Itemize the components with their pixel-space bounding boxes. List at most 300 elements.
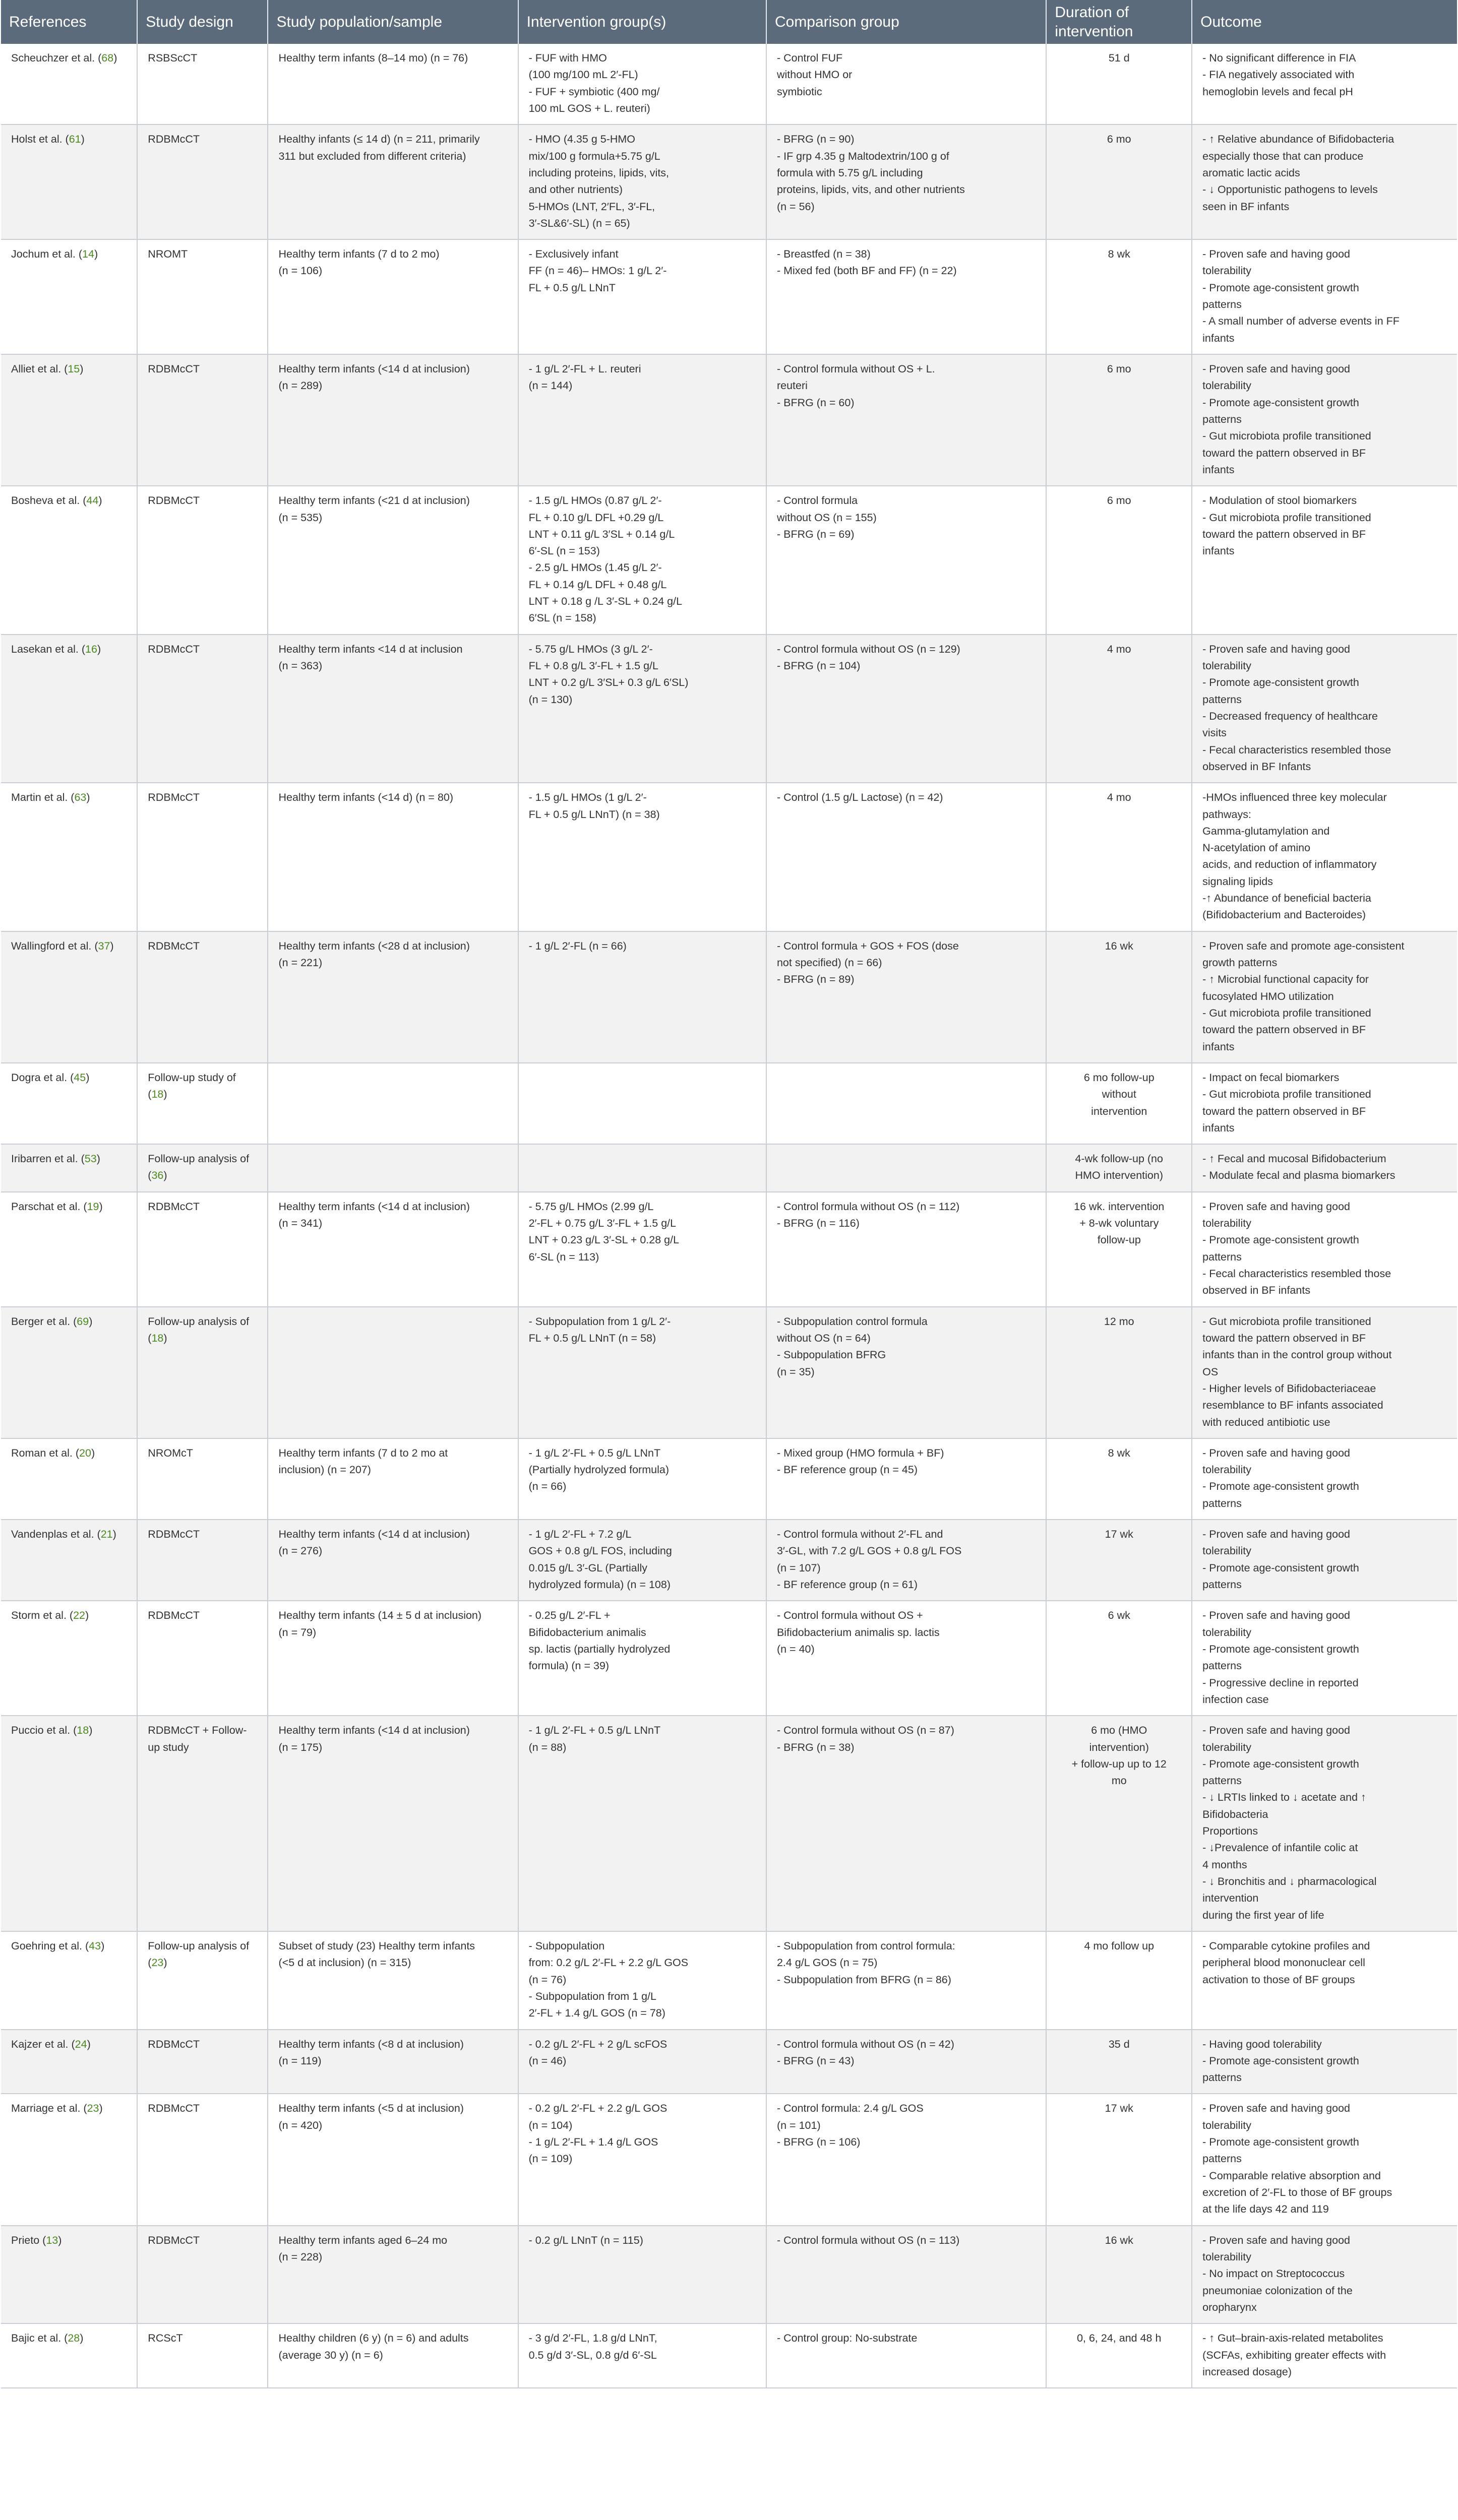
design-text: Follow-up analysis of xyxy=(148,1315,250,1328)
cell-study-design xyxy=(137,783,268,931)
cell-line: (n = 144) xyxy=(528,380,573,392)
cell-line: 6 mo xyxy=(1107,363,1131,375)
column-header: References xyxy=(1,0,137,44)
cell-line: - Control formula without OS (n = 112) xyxy=(776,1200,960,1213)
reference-link[interactable]: 18 xyxy=(77,1724,89,1737)
reference-link[interactable]: 24 xyxy=(75,2038,87,2050)
cell-line: - No impact on Streptococcus xyxy=(1202,2267,1345,2280)
cell-study-design xyxy=(137,931,268,1063)
cell-intervention xyxy=(518,1144,766,1192)
cell-line: (n = 341) xyxy=(278,1217,323,1230)
cell-line: 6′-SL (n = 113) xyxy=(528,1250,599,1263)
cell-line: + follow-up up to 12 xyxy=(1071,1757,1167,1770)
cell-reference: Parschat et al. (19) xyxy=(1,1192,137,1307)
column-header: Intervention group(s) xyxy=(518,0,766,44)
cell-line: peripheral blood mononuclear cell xyxy=(1202,1957,1365,1969)
cell-line: - Promote age-consistent growth xyxy=(1202,2136,1359,2149)
cell-outcome xyxy=(1192,124,1457,239)
cell-line: - Subpopulation control formula xyxy=(776,1315,928,1328)
cell-line: (n = 79) xyxy=(278,1626,317,1639)
cell-study-design xyxy=(137,2226,268,2324)
column-header: Study population/sample xyxy=(268,0,518,44)
cell-line: - Modulate fecal and plasma biomarkers xyxy=(1202,1169,1395,1182)
cell-line: LNT + 0.2 g/L 3′SL+ 0.3 g/L 6′SL) xyxy=(528,676,689,689)
design-reference-link[interactable]: 18 xyxy=(151,1332,164,1344)
cell-line: - 1 g/L 2′-FL + 0.5 g/L LNnT xyxy=(528,1724,661,1737)
cell-reference: Lasekan et al. (16) xyxy=(1,635,137,783)
cell-line: 12 mo xyxy=(1104,1315,1134,1328)
design-reference-link[interactable]: 18 xyxy=(151,1088,164,1101)
cell-population xyxy=(268,1520,518,1601)
table-row xyxy=(1,2226,1457,2324)
table-row xyxy=(1,1931,1457,2030)
cell-line: 311 but excluded from different criteria) xyxy=(278,150,466,162)
cell-line: FL + 0.10 g/L DFL +0.29 g/L xyxy=(528,511,664,524)
cell-line: hydrolyzed formula) (n = 108) xyxy=(528,1579,671,1591)
cell-outcome xyxy=(1192,1716,1457,1931)
cell-line: aromatic lactic acids xyxy=(1202,166,1300,179)
cell-population xyxy=(268,931,518,1063)
cell-line: FF (n = 46)– HMOs: 1 g/L 2′- xyxy=(528,265,667,277)
cell-line: - Mixed group (HMO formula + BF) xyxy=(776,1446,944,1459)
cell-line: - 1 g/L 2′-FL + L. reuteri xyxy=(528,363,641,375)
table-row xyxy=(1,2323,1457,2388)
design-reference-link[interactable]: 36 xyxy=(151,1169,164,1182)
cell-line: (n = 535) xyxy=(278,511,323,524)
cell-line: (n = 101) xyxy=(776,2119,821,2131)
cell-line: acids, and reduction of inflammatory xyxy=(1202,858,1377,871)
cell-line: (n = 88) xyxy=(528,1741,567,1753)
cell-line: - BFRG (n = 106) xyxy=(776,2136,861,2149)
cell-line: (n = 104) xyxy=(528,2119,573,2131)
cell-intervention xyxy=(518,239,766,354)
cell-line: - Subpopulation xyxy=(528,1939,605,1952)
cell-line: - 3 g/d 2′-FL, 1.8 g/d LNnT, xyxy=(528,2332,657,2345)
cell-line: signaling lipids xyxy=(1202,875,1273,888)
cell-line: (n = 221) xyxy=(278,957,323,969)
cell-reference: Scheuchzer et al. (68) xyxy=(1,44,137,124)
cell-line: - Gut microbiota profile transitioned xyxy=(1202,1088,1371,1101)
cell-line: - Control FUF xyxy=(776,52,843,64)
cell-line: mix/100 g formula+5.75 g/L xyxy=(528,150,660,162)
cell-line: with reduced antibiotic use xyxy=(1202,1416,1330,1428)
cell-line: 4 mo follow up xyxy=(1084,1939,1155,1952)
reference-link[interactable]: 19 xyxy=(87,1200,99,1213)
cell-line: RDBMcCT xyxy=(148,2102,200,2115)
cell-reference: Bajic et al. (28) xyxy=(1,2323,137,2388)
cell-line: RSBScCT xyxy=(148,52,198,64)
cell-line: seen in BF infants xyxy=(1202,200,1290,213)
cell-line: toward the pattern observed in BF xyxy=(1202,1332,1366,1344)
cell-line: - Promote age-consistent growth xyxy=(1202,676,1359,689)
cell-line: Healthy term infants aged 6–24 mo xyxy=(278,2234,448,2246)
reference-link[interactable]: 22 xyxy=(73,1609,85,1622)
cell-line: including proteins, lipids, vits, xyxy=(528,166,670,179)
cell-line: Bifidobacterium animalis sp. lactis xyxy=(776,1626,940,1639)
cell-reference: Berger et al. (69) xyxy=(1,1307,137,1438)
cell-population xyxy=(268,783,518,931)
cell-line: Healthy term infants <14 d at inclusion xyxy=(278,643,463,655)
cell-line: resemblance to BF infants associated xyxy=(1202,1399,1383,1412)
cell-population xyxy=(268,1192,518,1307)
cell-line: RDBMcCT xyxy=(148,363,200,375)
cell-line: - Proven safe and having good xyxy=(1202,363,1350,375)
cell-reference: Holst et al. (61) xyxy=(1,124,137,239)
cell-study-design xyxy=(137,1601,268,1716)
cell-line: (n = 35) xyxy=(776,1365,815,1378)
cell-line: tolerability xyxy=(1202,1217,1251,1230)
cell-line: especially those that can produce xyxy=(1202,150,1364,162)
cell-line: RDBMcCT xyxy=(148,1200,200,1213)
reference-link[interactable]: 21 xyxy=(100,1528,113,1541)
reference-author: Puccio et al. xyxy=(11,1724,71,1737)
reference-author: Wallingford et al. xyxy=(11,939,92,952)
cell-duration xyxy=(1046,1063,1192,1144)
cell-line: GOS + 0.8 g/L FOS, including xyxy=(528,1545,672,1557)
cell-line: visits xyxy=(1202,727,1227,739)
cell-line: HMO intervention) xyxy=(1075,1169,1163,1182)
cell-line: LNT + 0.23 g/L 3′-SL + 0.28 g/L xyxy=(528,1234,680,1246)
cell-line: (n = 228) xyxy=(278,2250,323,2263)
cell-line: -HMOs influenced three key molecular xyxy=(1202,791,1387,804)
design-reference-link[interactable]: 23 xyxy=(151,1957,164,1969)
cell-line: 0.5 g/d 3′-SL, 0.8 g/d 6′-SL xyxy=(528,2349,657,2361)
cell-duration xyxy=(1046,1520,1192,1601)
cell-line: 8 wk xyxy=(1108,248,1130,261)
cell-line: pneumoniae colonization of the xyxy=(1202,2284,1353,2297)
cell-line: (n = 276) xyxy=(278,1545,323,1557)
cell-line: - Promote age-consistent growth xyxy=(1202,396,1359,409)
cell-reference: Vandenplas et al. (21) xyxy=(1,1520,137,1601)
cell-line: (n = 289) xyxy=(278,380,323,392)
cell-line: - FUF with HMO xyxy=(528,52,607,64)
cell-line: LNT + 0.18 g /L 3′-SL + 0.24 g/L xyxy=(528,595,683,608)
table-header-row xyxy=(1,0,1457,44)
cell-line: 17 wk xyxy=(1105,2102,1133,2115)
reference-link[interactable]: 68 xyxy=(101,52,114,64)
cell-comparison xyxy=(766,486,1046,635)
cell-study-design: Follow-up study of (18) xyxy=(137,1063,268,1144)
cell-outcome xyxy=(1192,1192,1457,1307)
cell-intervention xyxy=(518,354,766,486)
cell-line: - 1 g/L 2′-FL + 1.4 g/L GOS xyxy=(528,2136,658,2149)
cell-study-design xyxy=(137,1192,268,1307)
cell-line: 2.4 g/L GOS (n = 75) xyxy=(776,1957,878,1969)
reference-link[interactable]: 23 xyxy=(87,2102,99,2115)
cell-line: - ↓Prevalence of infantile colic at xyxy=(1202,1842,1358,1854)
cell-line: - ↑ Gut–brain-axis-related metabolites xyxy=(1202,2332,1383,2345)
table-row xyxy=(1,239,1457,354)
cell-population xyxy=(268,2226,518,2324)
studies-table xyxy=(1,0,1457,2388)
cell-line: - Promote age-consistent growth xyxy=(1202,2054,1359,2067)
table-row xyxy=(1,44,1457,124)
cell-outcome xyxy=(1192,1438,1457,1520)
cell-line: 4 mo xyxy=(1107,791,1131,804)
cell-outcome xyxy=(1192,44,1457,124)
cell-comparison xyxy=(766,239,1046,354)
cell-outcome xyxy=(1192,354,1457,486)
cell-comparison xyxy=(766,1144,1046,1192)
cell-line: 5-HMOs (LNT, 2′FL, 3′-FL, xyxy=(528,200,655,213)
cell-outcome xyxy=(1192,2226,1457,2324)
cell-outcome xyxy=(1192,2030,1457,2094)
cell-duration xyxy=(1046,44,1192,124)
cell-line: 4 months xyxy=(1202,1858,1247,1871)
reference-author: Scheuchzer et al. xyxy=(11,52,95,64)
cell-line: infants xyxy=(1202,1040,1235,1053)
cell-line: - Proven safe and having good xyxy=(1202,2234,1350,2246)
cell-intervention xyxy=(518,1716,766,1931)
reference-author: Berger et al. xyxy=(11,1315,71,1328)
reference-link[interactable]: 16 xyxy=(85,643,97,655)
cell-line: - Gut microbiota profile transitioned xyxy=(1202,430,1371,443)
cell-reference: Puccio et al. (18) xyxy=(1,1716,137,1931)
cell-population xyxy=(268,1438,518,1520)
cell-intervention xyxy=(518,486,766,635)
cell-comparison xyxy=(766,1520,1046,1601)
cell-line: 17 wk xyxy=(1105,1528,1133,1541)
cell-reference: Wallingford et al. (37) xyxy=(1,931,137,1063)
cell-line: - Promote age-consistent growth xyxy=(1202,1643,1359,1655)
cell-line: - Gut microbiota profile transitioned xyxy=(1202,511,1371,524)
cell-intervention xyxy=(518,783,766,931)
cell-study-design xyxy=(137,2094,268,2225)
cell-duration xyxy=(1046,1931,1192,2030)
cell-line: - Control (1.5 g/L Lactose) (n = 42) xyxy=(776,791,943,804)
cell-line: - Control formula without OS + xyxy=(776,1609,923,1622)
cell-line: FL + 0.14 g/L DFL + 0.48 g/L xyxy=(528,578,667,591)
cell-population xyxy=(268,1063,518,1144)
cell-line: without HMO or xyxy=(776,69,853,81)
cell-line: patterns xyxy=(1202,298,1242,311)
cell-line: - Proven safe and having good xyxy=(1202,248,1350,261)
cell-line: RDBMcCT + Follow- xyxy=(148,1724,247,1737)
cell-line: (n = 107) xyxy=(776,1561,821,1574)
cell-line: Gamma-glutamylation and xyxy=(1202,825,1330,837)
reference-author: Marriage et al. xyxy=(11,2102,81,2115)
reference-link[interactable]: 61 xyxy=(69,133,81,146)
cell-duration xyxy=(1046,2323,1192,2388)
cell-duration xyxy=(1046,931,1192,1063)
reference-link[interactable]: 43 xyxy=(89,1939,101,1952)
cell-line: from: 0.2 g/L 2′-FL + 2.2 g/L GOS xyxy=(528,1957,689,1969)
table-row xyxy=(1,1520,1457,1601)
reference-link[interactable]: 28 xyxy=(68,2332,80,2345)
cell-line: - HMO (4.35 g 5-HMO xyxy=(528,133,636,146)
cell-line: NROMcT xyxy=(148,1446,193,1459)
reference-link[interactable]: 20 xyxy=(79,1446,91,1459)
cell-intervention xyxy=(518,44,766,124)
reference-link[interactable]: 37 xyxy=(98,939,110,952)
cell-line: RDBMcCT xyxy=(148,1528,200,1541)
cell-line: - A small number of adverse events in FF xyxy=(1202,315,1400,328)
cell-line: RDBMcCT xyxy=(148,643,200,655)
cell-line: tolerability xyxy=(1202,660,1251,672)
cell-outcome xyxy=(1192,783,1457,931)
cell-line: (n = 420) xyxy=(278,2119,323,2131)
cell-reference: Martin et al. (63) xyxy=(1,783,137,931)
cell-line: - Proven safe and having good xyxy=(1202,1528,1350,1541)
cell-comparison xyxy=(766,124,1046,239)
cell-line: tolerability xyxy=(1202,2250,1251,2263)
cell-comparison xyxy=(766,354,1046,486)
cell-line: - Control formula + GOS + FOS (dose xyxy=(776,939,959,952)
cell-line: (average 30 y) (n = 6) xyxy=(278,2349,383,2361)
cell-line: - Subpopulation BFRG xyxy=(776,1349,886,1361)
cell-duration xyxy=(1046,1144,1192,1192)
cell-comparison xyxy=(766,2030,1046,2094)
cell-study-design: Follow-up analysis of (36) xyxy=(137,1144,268,1192)
cell-line: patterns xyxy=(1202,1250,1242,1263)
cell-line: -↑ Abundance of beneficial bacteria xyxy=(1202,892,1371,905)
cell-population xyxy=(268,239,518,354)
cell-line: tolerability xyxy=(1202,265,1251,277)
cell-intervention xyxy=(518,1601,766,1716)
reference-link[interactable]: 15 xyxy=(68,363,80,375)
cell-line: 6 mo follow-up xyxy=(1083,1071,1155,1084)
cell-line: - BFRG (n = 69) xyxy=(776,528,855,540)
cell-line: - Higher levels of Bifidobacteriaceae xyxy=(1202,1382,1376,1395)
design-text: Follow-up study of xyxy=(148,1071,236,1084)
cell-intervention xyxy=(518,2094,766,2225)
reference-link[interactable]: 44 xyxy=(86,494,99,507)
cell-comparison xyxy=(766,1063,1046,1144)
cell-line: observed in BF Infants xyxy=(1202,760,1311,773)
cell-line: activation to those of BF groups xyxy=(1202,1973,1355,1986)
reference-author: Iribarren et al. xyxy=(11,1153,78,1165)
reference-author: Martin et al. xyxy=(11,791,68,804)
reference-link[interactable]: 14 xyxy=(82,248,94,261)
cell-intervention xyxy=(518,1520,766,1601)
cell-outcome xyxy=(1192,635,1457,783)
cell-line: tolerability xyxy=(1202,1626,1251,1639)
cell-line: LNT + 0.11 g/L 3′SL + 0.14 g/L xyxy=(528,528,675,540)
cell-line: Healthy children (6 y) (n = 6) and adults xyxy=(278,2332,469,2345)
cell-population xyxy=(268,354,518,486)
cell-population xyxy=(268,2323,518,2388)
cell-line: Bifidobacterium animalis xyxy=(528,1626,646,1639)
cell-comparison xyxy=(766,931,1046,1063)
cell-population xyxy=(268,1601,518,1716)
cell-line: FL + 0.8 g/L 3′-FL + 1.5 g/L xyxy=(528,660,658,672)
cell-duration xyxy=(1046,783,1192,931)
cell-comparison xyxy=(766,2226,1046,2324)
cell-line: tolerability xyxy=(1202,1464,1251,1476)
reference-link[interactable]: 69 xyxy=(77,1315,89,1328)
cell-line: - 0.25 g/L 2′-FL + xyxy=(528,1609,611,1622)
cell-duration xyxy=(1046,1438,1192,1520)
cell-line: fucosylated HMO utilization xyxy=(1202,990,1334,1002)
table-body xyxy=(1,44,1457,2388)
cell-reference: Storm et al. (22) xyxy=(1,1601,137,1716)
cell-line: 16 wk xyxy=(1105,2234,1133,2246)
cell-line: - BFRG (n = 38) xyxy=(776,1741,855,1753)
cell-line: - ↑ Relative abundance of Bifidobacteria xyxy=(1202,133,1394,146)
reference-link[interactable]: 45 xyxy=(74,1071,86,1084)
cell-line: 6 mo (HMO xyxy=(1091,1724,1147,1737)
reference-author: Bosheva et al. xyxy=(11,494,80,507)
cell-study-design xyxy=(137,2323,268,2388)
reference-link[interactable]: 63 xyxy=(74,791,87,804)
cell-reference: Jochum et al. (14) xyxy=(1,239,137,354)
cell-line: - 1.5 g/L HMOs (1 g/L 2′- xyxy=(528,791,647,804)
cell-line: (n = 106) xyxy=(278,265,323,277)
cell-line: - Promote age-consistent growth xyxy=(1202,281,1359,294)
cell-line: Bifidobacteria xyxy=(1202,1808,1268,1820)
cell-line: - Subpopulation from 1 g/L 2′- xyxy=(528,1315,671,1328)
cell-line: - Fecal characteristics resembled those xyxy=(1202,1268,1391,1280)
cell-line: patterns xyxy=(1202,2071,1242,2084)
cell-line: 16 wk. intervention xyxy=(1074,1200,1165,1213)
cell-line: tolerability xyxy=(1202,380,1251,392)
cell-outcome xyxy=(1192,1063,1457,1144)
cell-line: FL + 0.5 g/L LNnT xyxy=(528,281,616,294)
table-row xyxy=(1,1144,1457,1192)
cell-line: (100 mg/100 mL 2′-FL) xyxy=(528,69,638,81)
cell-line: pathways: xyxy=(1202,808,1251,821)
cell-line: - Control formula without OS (n = 87) xyxy=(776,1724,954,1737)
cell-line: - 1 g/L 2′-FL + 0.5 g/L LNnT xyxy=(528,1446,661,1459)
cell-line: Healthy term infants (<21 d at inclusion) xyxy=(278,494,470,507)
cell-reference: Iribarren et al. (53) xyxy=(1,1144,137,1192)
cell-line: 0.015 g/L 3′-GL (Partially xyxy=(528,1561,648,1574)
cell-line: - Control formula without 2′-FL and xyxy=(776,1528,943,1541)
cell-duration xyxy=(1046,1601,1192,1716)
cell-line: - 0.2 g/L LNnT (n = 115) xyxy=(528,2234,643,2246)
reference-link[interactable]: 53 xyxy=(84,1153,97,1165)
cell-line: oropharynx xyxy=(1202,2301,1257,2313)
reference-link[interactable]: 13 xyxy=(46,2234,58,2246)
cell-line: - Impact on fecal biomarkers xyxy=(1202,1071,1340,1084)
cell-line: - Promote age-consistent growth xyxy=(1202,1561,1359,1574)
cell-line: - Gut microbiota profile transitioned xyxy=(1202,1315,1371,1328)
cell-line: - ↓ Bronchitis and ↓ pharmacological xyxy=(1202,1875,1377,1887)
cell-line: 3′-GL, with 7.2 g/L GOS + 0.8 g/L FOS xyxy=(776,1545,962,1557)
cell-line: - Promote age-consistent growth xyxy=(1202,1757,1359,1770)
cell-line: 3′-SL&6′-SL) (n = 65) xyxy=(528,217,630,229)
cell-line: - 1 g/L 2′-FL (n = 66) xyxy=(528,939,627,952)
cell-intervention xyxy=(518,1192,766,1307)
cell-line: Healthy term infants (<14 d at inclusion) xyxy=(278,1528,470,1541)
cell-outcome xyxy=(1192,1307,1457,1438)
table-row xyxy=(1,635,1457,783)
reference-author: Parschat et al. xyxy=(11,1200,81,1213)
cell-line: proteins, lipids, vits, and other nutrients xyxy=(776,183,965,196)
cell-line: Healthy term infants (<8 d at inclusion) xyxy=(278,2038,464,2050)
cell-line: - BFRG (n = 60) xyxy=(776,396,855,409)
cell-outcome xyxy=(1192,239,1457,354)
cell-outcome xyxy=(1192,2094,1457,2225)
table-row xyxy=(1,1063,1457,1144)
cell-line: infants xyxy=(1202,332,1235,344)
cell-intervention xyxy=(518,2226,766,2324)
cell-line: - Control formula without OS (n = 113) xyxy=(776,2234,960,2246)
reference-author: Jochum et al. xyxy=(11,248,76,261)
cell-duration xyxy=(1046,239,1192,354)
cell-study-design xyxy=(137,635,268,783)
cell-line: follow-up xyxy=(1097,1234,1141,1246)
cell-population xyxy=(268,635,518,783)
cell-comparison xyxy=(766,1716,1046,1931)
cell-line: without xyxy=(1102,1088,1136,1101)
cell-outcome xyxy=(1192,931,1457,1063)
cell-population xyxy=(268,124,518,239)
cell-line: Healthy term infants (8–14 mo) (n = 76) xyxy=(278,52,468,64)
cell-line: (n = 40) xyxy=(776,1643,815,1655)
cell-line: - Having good tolerability xyxy=(1202,2038,1322,2050)
cell-line: - Proven safe and having good xyxy=(1202,643,1350,655)
